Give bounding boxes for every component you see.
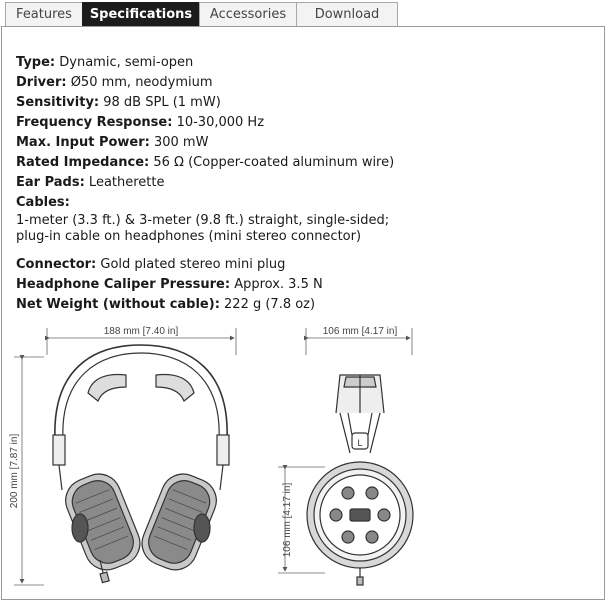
spec-net-weight — [16, 295, 596, 315]
spec-value: 10-30,000 Hz — [172, 115, 265, 130]
spec-value: Dynamic, semi-open — [55, 55, 194, 70]
spec-cables-line: 1-meter (3.3 ft.) & 3-meter (9.8 ft.) straight, single-sided; — [16, 213, 390, 228]
spec-label: Cables: — [16, 195, 70, 210]
spec-cables — [16, 193, 596, 213]
spec-label: Net Weight (without cable): — [16, 297, 220, 312]
spec-label: Driver: — [16, 75, 67, 90]
spec-label: Ear Pads: — [16, 175, 85, 190]
spec-value: 222 g (7.8 oz) — [219, 297, 316, 312]
headphones-side-illustration — [307, 375, 413, 585]
tab-specifications[interactable]: Specifications — [82, 2, 200, 27]
spec-cables-description — [16, 213, 596, 245]
tab-bar — [5, 2, 397, 27]
headphones-front-illustration — [53, 345, 229, 583]
spec-value: Ø50 mm, neodymium — [66, 75, 213, 90]
dimension-drawing — [0, 315, 610, 600]
spec-cables-line: plug-in cable on headphones (mini stereo connector) — [16, 229, 362, 244]
side-height-label: 106 mm [4.17 in] — [282, 482, 293, 558]
spec-value: 56 Ω (Copper-coated aluminum wire) — [149, 155, 395, 170]
spec-max-input-power — [16, 133, 596, 153]
tab-features[interactable]: Features — [5, 2, 83, 27]
spec-label: Sensitivity: — [16, 95, 100, 110]
spec-label: Rated Impedance: — [16, 155, 150, 170]
spec-list — [16, 53, 596, 315]
spec-label: Frequency Response: — [16, 115, 173, 130]
spec-value: 300 mW — [149, 135, 209, 150]
spec-sensitivity — [16, 93, 596, 113]
tab-accessories[interactable]: Accessories — [199, 2, 297, 27]
tab-download[interactable]: Download — [296, 2, 398, 27]
front-height-label: 200 mm [7.87 in] — [9, 433, 20, 509]
spec-frequency-response — [16, 113, 596, 133]
spec-ear-pads — [16, 173, 596, 193]
ear-marker-label: L — [357, 438, 363, 448]
spec-connector — [16, 255, 596, 275]
spec-caliper-pressure — [16, 275, 596, 295]
spec-label: Type: — [16, 55, 56, 70]
spec-rated-impedance — [16, 153, 596, 173]
spec-value: Approx. 3.5 N — [230, 277, 323, 292]
spec-driver — [16, 73, 596, 93]
spec-value: 98 dB SPL (1 mW) — [99, 95, 221, 110]
spec-label: Headphone Caliper Pressure: — [16, 277, 231, 292]
spec-value: Gold plated stereo mini plug — [96, 257, 286, 272]
spec-value: Leatherette — [84, 175, 165, 190]
front-width-label: 188 mm [7.40 in] — [103, 326, 179, 337]
spec-label: Max. Input Power: — [16, 135, 150, 150]
spec-type — [16, 53, 596, 73]
spec-label: Connector: — [16, 257, 97, 272]
side-width-label: 106 mm [4.17 in] — [322, 326, 398, 337]
